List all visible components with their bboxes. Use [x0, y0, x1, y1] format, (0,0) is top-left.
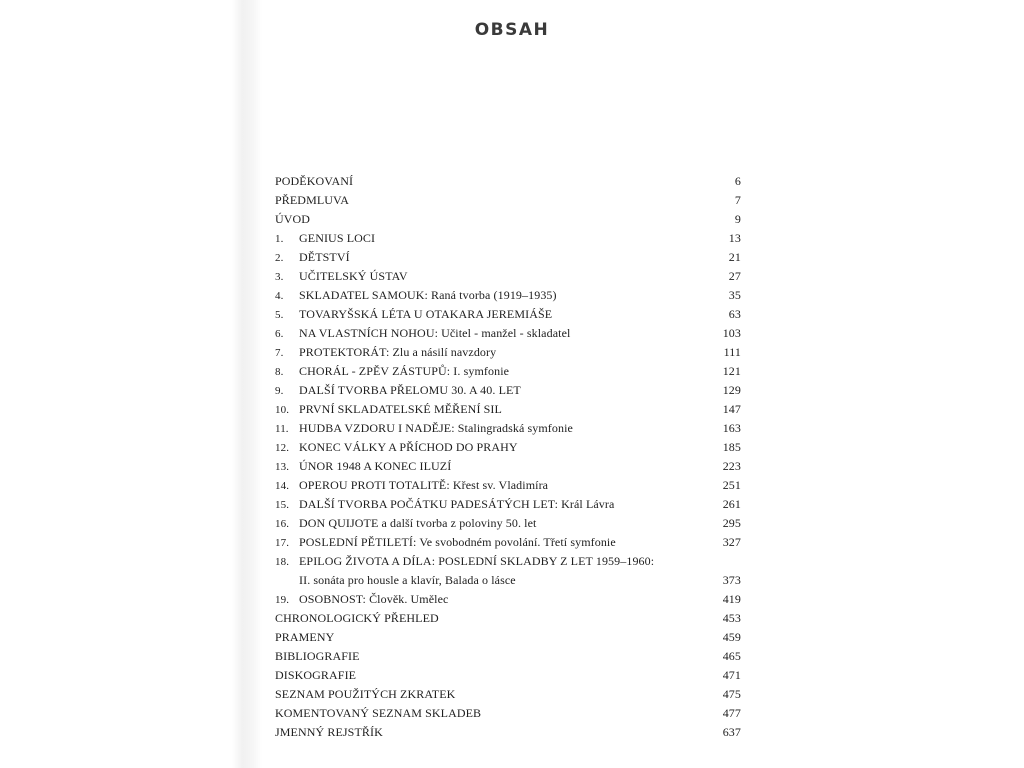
toc-entry-title [299, 248, 711, 267]
toc-entry-number: 2. [275, 252, 284, 264]
toc-entry-page: 459 [722, 630, 741, 644]
toc-entry-title-line: HUDBA VZDORU I NADĚJE: Stalingradská symfonie [299, 421, 573, 435]
toc-entry-title-line: SEZNAM POUŽITÝCH ZKRATEK [275, 687, 456, 701]
table-of-contents [275, 172, 741, 742]
toc-entry-title [275, 723, 711, 742]
toc-entry-page: 261 [722, 497, 741, 511]
toc-entry-number: 5. [275, 309, 284, 321]
toc-entry-page: 251 [722, 478, 741, 492]
toc-entry-title [299, 419, 711, 438]
toc-entry [275, 495, 741, 514]
toc-entry-title-line: KONEC VÁLKY A PŘÍCHOD DO PRAHY [299, 440, 518, 454]
toc-entry-title [299, 286, 711, 305]
toc-entry-number: 12. [275, 442, 290, 454]
toc-entry-page: 129 [722, 383, 741, 397]
toc-entry [275, 438, 741, 457]
toc-entry [275, 685, 741, 704]
toc-entry-page: 63 [728, 307, 741, 321]
toc-entry-title-line: PRAMENY [275, 630, 335, 644]
toc-entry [275, 191, 741, 210]
toc-entry-page: 373 [722, 573, 741, 587]
toc-entry-number: 11. [275, 423, 289, 435]
toc-entry-title-line: CHRONOLOGICKÝ PŘEHLED [275, 611, 439, 625]
toc-entry-title [299, 476, 711, 495]
toc-entry [275, 286, 741, 305]
toc-entry-title [275, 647, 711, 666]
toc-entry-page: 27 [728, 269, 741, 283]
toc-entry-title [299, 343, 711, 362]
toc-entry-page: 21 [728, 250, 741, 264]
toc-entry-title-line: DALŠÍ TVORBA PŘELOMU 30. A 40. LET [299, 383, 521, 397]
toc-entry [275, 628, 741, 647]
toc-entry [275, 229, 741, 248]
toc-entry [275, 381, 741, 400]
toc-entry-title-line: OPEROU PROTI TOTALITĚ: Křest sv. Vladimíra [299, 478, 549, 492]
toc-entry [275, 704, 741, 723]
toc-entry [275, 476, 741, 495]
toc-entry-number: 16. [275, 518, 290, 530]
page-gutter-shadow [232, 0, 262, 768]
toc-entry [275, 172, 741, 191]
toc-entry [275, 457, 741, 476]
toc-entry-page: 419 [722, 592, 741, 606]
toc-entry-page: 147 [722, 402, 741, 416]
toc-entry-title-line: NA VLASTNÍCH NOHOU: Učitel - manžel - skladatel [299, 326, 571, 340]
toc-entry-title [299, 495, 711, 514]
toc-entry-title [299, 267, 711, 286]
toc-entry-number: 15. [275, 499, 290, 511]
toc-entry-page: 9 [734, 212, 741, 226]
toc-entry-title-line: DĚTSTVÍ [299, 250, 350, 264]
toc-entry-title-line: BIBLIOGRAFIE [275, 649, 360, 663]
toc-entry-page: 637 [722, 725, 741, 739]
toc-entry [275, 324, 741, 343]
toc-entry-title-line: PROTEKTORÁT: Zlu a násilí navzdory [299, 345, 497, 359]
toc-entry-title [299, 305, 711, 324]
toc-entry [275, 533, 741, 552]
toc-entry [275, 666, 741, 685]
toc-entry-title-line: EPILOG ŽIVOTA A DÍLA: POSLEDNÍ SKLADBY Z LET 1959–1960: [299, 554, 655, 568]
toc-entry-title-line: UČITELSKÝ ÚSTAV [299, 269, 408, 283]
toc-entry-title-line: KOMENTOVANÝ SEZNAM SKLADEB [275, 706, 482, 720]
toc-entry-page: 327 [722, 535, 741, 549]
toc-entry-title [275, 172, 711, 191]
toc-entry-title [299, 552, 711, 590]
toc-entry [275, 514, 741, 533]
toc-entry-page: 295 [722, 516, 741, 530]
toc-entry-number: 7. [275, 347, 284, 359]
toc-entry-page: 163 [722, 421, 741, 435]
toc-entry-title [275, 628, 711, 647]
toc-entry-title-continuation: II. sonáta pro housle a klavír, Balada o lásce [299, 573, 516, 587]
toc-entry-title [299, 533, 711, 552]
toc-entry [275, 723, 741, 742]
toc-entry-page: 185 [722, 440, 741, 454]
toc-entry-number: 17. [275, 537, 290, 549]
toc-entry-number: 8. [275, 366, 284, 378]
toc-entry-title-line: SKLADATEL SAMOUK: Raná tvorba (1919–1935) [299, 288, 557, 302]
toc-entry-title [275, 210, 711, 229]
toc-entry-page: 465 [722, 649, 741, 663]
toc-entry-page: 111 [723, 345, 741, 359]
toc-entry-page: 35 [728, 288, 741, 302]
toc-entry-title-line: JMENNÝ REJSTŘÍK [275, 725, 383, 739]
toc-entry [275, 305, 741, 324]
toc-entry-title-line: OSOBNOST: Člověk. Umělec [299, 592, 449, 606]
toc-entry-title [299, 400, 711, 419]
toc-entry-title [275, 685, 711, 704]
toc-entry-title-line: TOVARYŠSKÁ LÉTA U OTAKARA JEREMIÁŠE [299, 307, 553, 321]
toc-entry-title [299, 438, 711, 457]
toc-entry-page: 7 [734, 193, 741, 207]
toc-entry-number: 4. [275, 290, 284, 302]
toc-entry-title [275, 191, 711, 210]
toc-entry [275, 210, 741, 229]
toc-entry [275, 343, 741, 362]
toc-entry-title [299, 590, 711, 609]
toc-entry-page: 475 [722, 687, 741, 701]
toc-entry-title-line: CHORÁL - ZPĚV ZÁSTUPŮ: I. symfonie [299, 364, 510, 378]
toc-entry-title [299, 381, 711, 400]
toc-entry-title [299, 362, 711, 381]
toc-entry-title-line: ÚNOR 1948 A KONEC ILUZÍ [299, 459, 452, 473]
toc-entry-number: 13. [275, 461, 290, 473]
toc-entry-title [299, 457, 711, 476]
toc-entry-title [275, 609, 711, 628]
toc-entry-page: 477 [722, 706, 741, 720]
toc-entry-title [299, 514, 711, 533]
toc-entry-title-line: PODĚKOVANÍ [275, 174, 354, 188]
toc-entry-number: 19. [275, 594, 290, 606]
toc-entry-page: 6 [734, 174, 741, 188]
toc-entry-number: 10. [275, 404, 290, 416]
toc-entry-number: 18. [275, 556, 290, 568]
toc-entry-title-line: ÚVOD [275, 212, 311, 226]
toc-entry-title-line: DALŠÍ TVORBA POČÁTKU PADESÁTÝCH LET: Král Lávra [299, 497, 615, 511]
toc-entry [275, 590, 741, 609]
toc-entry [275, 609, 741, 628]
toc-entry [275, 362, 741, 381]
toc-entry-page: 103 [722, 326, 741, 340]
toc-entry-page: 121 [722, 364, 741, 378]
toc-entry [275, 267, 741, 286]
toc-entry-title-line: GENIUS LOCI [299, 231, 376, 245]
toc-entry-title-line: POSLEDNÍ PĚTILETÍ: Ve svobodném povolání. Třetí symfonie [299, 535, 616, 549]
toc-entry-title-line: DON QUIJOTE a další tvorba z poloviny 50. let [299, 516, 537, 530]
toc-entry-title [299, 324, 711, 343]
toc-entry-title [299, 229, 711, 248]
toc-entry [275, 419, 741, 438]
toc-entry [275, 552, 741, 590]
toc-entry-page: 223 [722, 459, 741, 473]
toc-entry-title-line: PŘEDMLUVA [275, 193, 350, 207]
toc-entry-number: 9. [275, 385, 284, 397]
toc-entry-title [275, 666, 711, 685]
toc-entry [275, 400, 741, 419]
toc-entry-number: 6. [275, 328, 284, 340]
toc-entry [275, 647, 741, 666]
toc-entry-number: 3. [275, 271, 284, 283]
toc-entry-title [275, 704, 711, 723]
toc-entry [275, 248, 741, 267]
page-title: OBSAH [474, 20, 550, 40]
toc-entry-title-line: PRVNÍ SKLADATELSKÉ MĚŘENÍ SIL [299, 402, 502, 416]
toc-entry-title-line: DISKOGRAFIE [275, 668, 357, 682]
toc-entry-page: 453 [722, 611, 741, 625]
toc-entry-number: 14. [275, 480, 290, 492]
toc-entry-page: 13 [728, 231, 741, 245]
toc-entry-number: 1. [275, 233, 284, 245]
toc-entry-page: 471 [722, 668, 741, 682]
